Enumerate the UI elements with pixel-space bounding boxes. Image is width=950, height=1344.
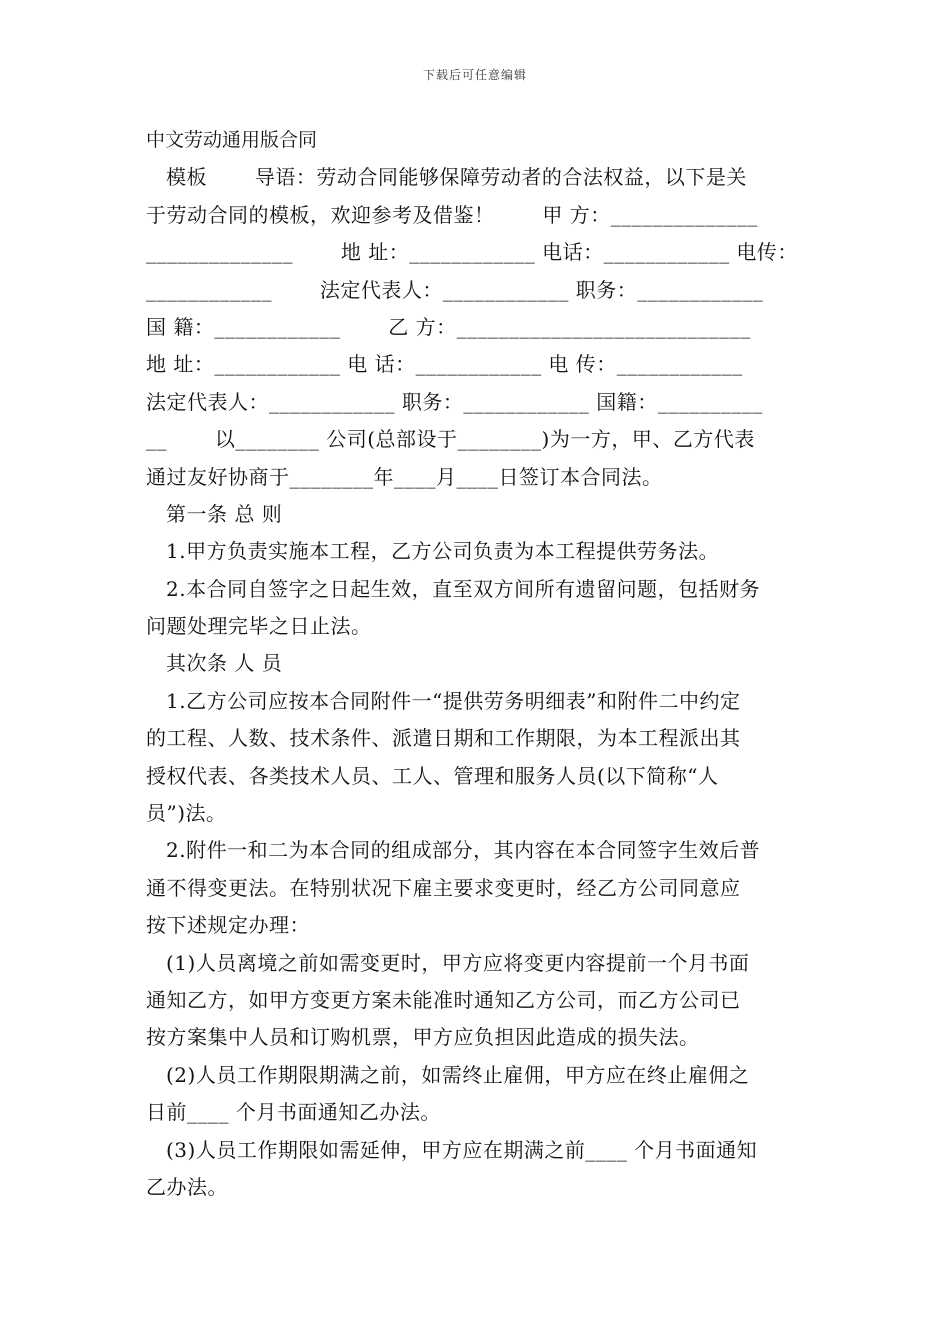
section-heading: 第一条 总 则 bbox=[166, 501, 283, 526]
text-line: __ 以________ 公司(总部设于________)为一方，甲、乙方代表 bbox=[146, 427, 755, 452]
text-line: 问题处理完毕之日止法。 bbox=[146, 614, 372, 639]
text-line: 通不得变更法。在特别状况下雇主要求变更时，经乙方公司同意应 bbox=[146, 875, 741, 900]
text-line: 法定代表人：____________ 职务：____________ 国籍：__________ bbox=[146, 389, 763, 414]
text-line: ____________ 法定代表人：____________ 职务：____________ bbox=[146, 277, 764, 302]
text-line: 日前____ 个月书面通知乙办法。 bbox=[146, 1100, 441, 1125]
text-line: 的工程、人数、技术条件、派遣日期和工作期限，为本工程派出其 bbox=[146, 726, 741, 751]
text-line: 授权代表、各类技术人员、工人、管理和服务人员(以下简称“人 bbox=[146, 763, 719, 788]
text-line: 2.本合同自签字之日起生效，直至双方间所有遗留问题，包括财务 bbox=[166, 576, 761, 601]
text-line: 国 籍：____________ 乙 方：____________________________ bbox=[146, 314, 751, 339]
document-title: 中文劳动通用版合同 bbox=[146, 129, 318, 151]
text-line: 模板 导语：劳动合同能够保障劳动者的合法权益，以下是关 bbox=[166, 165, 747, 190]
text-line: 通知乙方，如甲方变更方案未能准时通知乙方公司，而乙方公司已 bbox=[146, 987, 741, 1012]
text-line: 于劳动合同的模板，欢迎参考及借鉴！ 甲 方：______________ bbox=[146, 202, 758, 227]
text-line: 按下述规定办理： bbox=[146, 913, 310, 938]
text-line: 乙办法。 bbox=[146, 1174, 228, 1199]
text-line: (1)人员离境之前如需变更时，甲方应将变更内容提前一个月书面 bbox=[166, 950, 750, 975]
text-line: 按方案集中人员和订购机票，甲方应负担因此造成的损失法。 bbox=[146, 1025, 700, 1050]
text-line: 地 址：____________ 电 话：____________ 电 传：____________ bbox=[146, 352, 743, 377]
text-line: 通过友好协商于________年____月____日签订本合同法。 bbox=[146, 464, 663, 489]
page-header-note: 下载后可任意编辑 bbox=[422, 68, 527, 82]
document-body bbox=[146, 122, 816, 1206]
text-line: 2.附件一和二为本合同的组成部分，其内容在本合同签字生效后普 bbox=[166, 838, 761, 863]
text-line: (2)人员工作期限期满之前，如需终止雇佣，甲方应在终止雇佣之 bbox=[166, 1062, 750, 1087]
text-line: 员”)法。 bbox=[146, 801, 227, 826]
text-line: 1.乙方公司应按本合同附件一“提供劳务明细表”和附件二中约定 bbox=[166, 688, 741, 713]
text-line: 1.甲方负责实施本工程，乙方公司负责为本工程提供劳务法。 bbox=[166, 539, 720, 564]
text-line: (3)人员工作期限如需延伸，甲方应在期满之前____ 个月书面通知 bbox=[166, 1137, 758, 1162]
text-line: ______________ 地 址：____________ 电话：____________ 电传： bbox=[146, 240, 798, 265]
section-heading: 其次条 人 员 bbox=[166, 651, 283, 676]
